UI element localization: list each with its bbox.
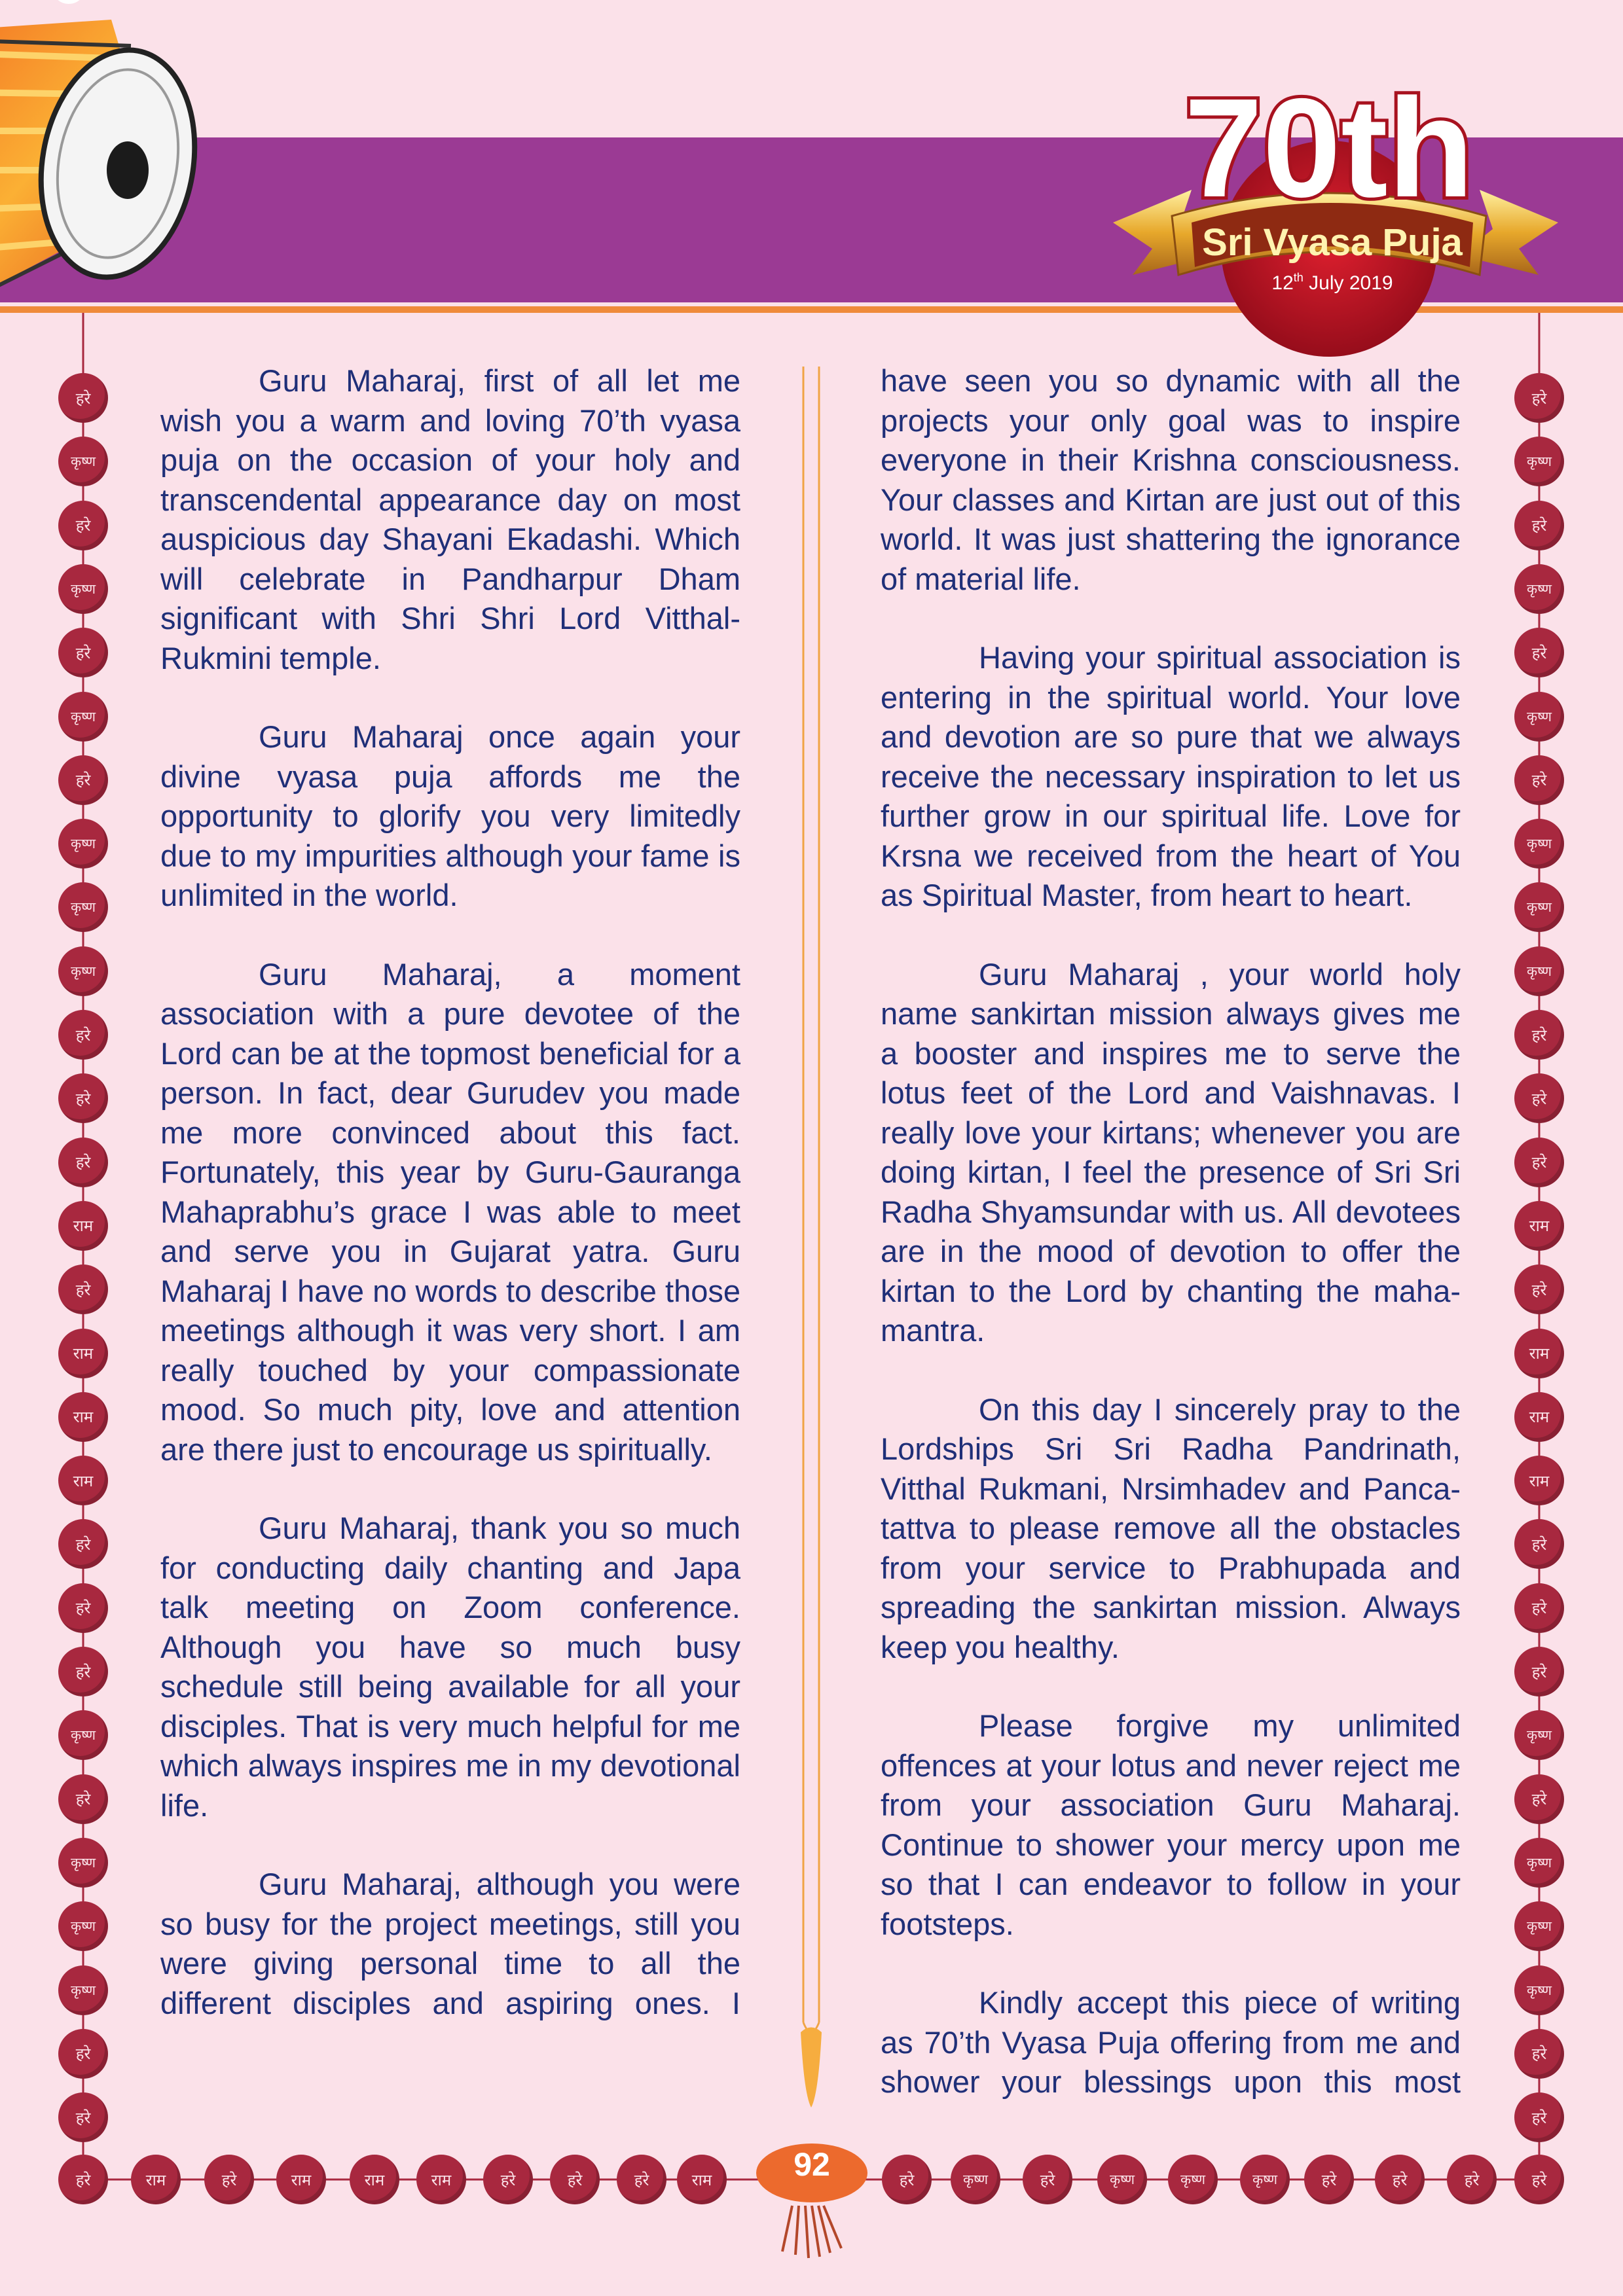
bead-label: राम — [1529, 1408, 1550, 1427]
bead-label: हरे — [75, 1280, 91, 1299]
bead-label: हरे — [221, 2170, 237, 2189]
bead-hare — [1514, 1010, 1564, 1060]
bead-label: हरे — [1531, 771, 1547, 790]
bead-krishna — [58, 1710, 108, 1760]
bead-hare — [882, 2155, 932, 2204]
bead-label: हरे — [75, 1790, 91, 1809]
bead-label: हरे — [1531, 1662, 1547, 1681]
bead-label: कृष्ण — [1109, 2172, 1135, 2187]
bead-label: हरे — [75, 1662, 91, 1681]
bead-hare — [58, 501, 108, 550]
paragraph: Having your spiritual association is entering in the spiritual world. Your love and devotion are so pure that we always receive the necessary inspiration to let us further grow in our spiritual life. Love for Krsna we received from the heart of You as Spiritual Master, from heart to heart. — [881, 640, 1461, 912]
bead-label: राम — [73, 1217, 94, 1236]
page-number: 92 — [793, 2146, 830, 2183]
paragraph: Please forgive my unlimited offences at your lotus and never reject me from your association Guru Maharaj. Continue to shower your mercy upon me so that I can endeavor to follow in your footsteps. — [881, 1708, 1461, 1941]
bead-label: हरे — [1531, 1089, 1547, 1108]
bead-label: हरे — [634, 2170, 649, 2189]
paragraph: Guru Maharaj, thank you so much for conducting daily chanting and Japa talk meeting on Zoom conference. Although you have so much busy schedule still being available for all your disciples. That is very much helpful for me which always inspires me in my devotional life. — [160, 1511, 740, 1823]
bead-label: हरे — [75, 2170, 91, 2189]
bead-label: हरे — [1321, 2170, 1337, 2189]
bead-hare — [58, 373, 108, 423]
bead-label: हरे — [75, 389, 91, 408]
bead-krishna — [1514, 692, 1564, 742]
bead-label: कृष्ण — [70, 1918, 96, 1935]
bead-rama — [131, 2155, 181, 2204]
bead-label: हरे — [75, 2108, 91, 2127]
bead-krishna — [1240, 2155, 1290, 2204]
bead-krishna — [58, 1838, 108, 1888]
bead-krishna — [1514, 819, 1564, 869]
paragraph: Guru Maharaj , your world holy name sankirtan mission always gives me a booster and inspires me to serve the lotus feet of the Lord and Vaishnavas. I really love your kirtans; whenever you are doing kirtan, I feel the presence of Sri Sri Radha Shyamsundar with us. All devotees are in the mood of devotion to offer the kirtan to the Lord by chanting the maha-mantra. — [881, 956, 1461, 1348]
bead-hare — [58, 1138, 108, 1187]
bead-krishna — [1514, 882, 1564, 932]
bead-label: कृष्ण — [1526, 963, 1552, 979]
bead-hare — [1514, 1138, 1564, 1187]
paragraph: Guru Maharaj once again your divine vyasa puja affords me the opportunity to glorify you very limitedly due to my impurities although your fame is unlimited in the world. — [160, 719, 740, 912]
bead-label: कृष्ण — [1252, 2172, 1278, 2187]
bead-label: कृष्ण — [1526, 581, 1552, 597]
bead-rama — [58, 1201, 108, 1251]
bead-hare — [58, 2092, 108, 2142]
bead-label: हरे — [1531, 1790, 1547, 1809]
bead-hare — [1514, 755, 1564, 805]
bead-hare — [58, 1647, 108, 1696]
bead-label: हरे — [1531, 1599, 1547, 1618]
bead-krishna — [951, 2155, 1000, 2204]
bead-hare — [1514, 2029, 1564, 2079]
bead-label: कृष्ण — [70, 454, 96, 470]
bead-label: कृष्ण — [70, 836, 96, 852]
bead-label: हरे — [500, 2170, 516, 2189]
bead-label: राम — [73, 1344, 94, 1363]
bead-label: कृष्ण — [1526, 1982, 1552, 1998]
bead-rama — [1514, 1392, 1564, 1442]
bead-hare — [1375, 2155, 1425, 2204]
bead-label: कृष्ण — [70, 1982, 96, 1998]
bead-hare — [58, 1519, 108, 1569]
bead-krishna — [58, 437, 108, 486]
bead-rama — [58, 1329, 108, 1378]
bead-krishna — [1097, 2155, 1147, 2204]
paragraph: Guru Maharaj, a moment association with a pure devotee of the Lord can be at the topmost beneficial for a person. In fact, dear Gurudev you made me more convinced about this fact. Fortunately, this year by Guru-Gauranga Mahaprabhu’s grace I was able to meet and serve you in Gujarat yatra. Guru Maharaj I have no words to describe those meetings although it was very short. I am really touched by your compassionate mood. So much pity, love and attention are there just to encourage us spiritually. — [160, 956, 740, 1467]
bead-rama — [677, 2155, 727, 2204]
bead-label: हरे — [75, 1153, 91, 1172]
bead-krishna — [1514, 564, 1564, 614]
bead-hare — [1023, 2155, 1072, 2204]
bead-label: हरे — [1531, 389, 1547, 408]
paragraph: have seen you so dynamic with all the projects your only goal was to inspire everyone in their Krishna consciousness. Your classes and Kirtan are just out of this world. It was just shattering the ignorance of material life. — [881, 363, 1461, 596]
bead-rama — [350, 2155, 399, 2204]
bead-label: राम — [431, 2170, 452, 2189]
badge-date: 12th July 2019 — [1271, 271, 1393, 294]
bead-rama — [276, 2155, 326, 2204]
bead-label: कृष्ण — [962, 2172, 989, 2187]
bead-hare — [1514, 2155, 1564, 2204]
bead-krishna — [58, 946, 108, 996]
bead-label: हरे — [1392, 2170, 1408, 2189]
bead-label: हरे — [75, 1599, 91, 1618]
bead-hare — [1514, 373, 1564, 423]
bead-label: हरे — [567, 2170, 583, 2189]
bead-hare — [58, 628, 108, 677]
bead-krishna — [1514, 1901, 1564, 1951]
bead-label: हरे — [1531, 643, 1547, 662]
bead-label: हरे — [75, 771, 91, 790]
bead-label: हरे — [1464, 2170, 1480, 2189]
bead-label: हरे — [1531, 2170, 1547, 2189]
bead-label: राम — [145, 2170, 166, 2189]
bead-krishna — [58, 819, 108, 869]
badge-number: 70th — [1184, 69, 1474, 226]
bead-krishna — [58, 564, 108, 614]
bead-hare — [1447, 2155, 1497, 2204]
bead-hare — [1514, 1583, 1564, 1633]
bead-krishna — [58, 1965, 108, 2015]
badge-title: Sri Vyasa Puja — [1202, 221, 1463, 264]
bead-label: राम — [1529, 1217, 1550, 1236]
bead-rama — [58, 1456, 108, 1505]
bead-rama — [1514, 1201, 1564, 1251]
paragraph: Guru Maharaj, first of all let me wish you a warm and loving 70’th vyasa puja on the occasion of your holy and transcendental appearance day on most auspicious day Shayani Ekadashi. Which will celebrate in Pandharpur Dham significant with Shri Shri Lord Vitthal-Rukmini temple. — [160, 363, 740, 675]
bead-krishna — [1514, 1965, 1564, 2015]
bead-label: हरे — [1531, 516, 1547, 535]
bead-label: कृष्ण — [70, 1854, 96, 1871]
bead-label: कृष्ण — [1526, 1854, 1552, 1871]
bead-hare — [204, 2155, 254, 2204]
bead-rama — [1514, 1456, 1564, 1505]
bead-label: राम — [691, 2170, 712, 2189]
bead-label: हरे — [1040, 2170, 1055, 2189]
bead-label: हरे — [1531, 2045, 1547, 2064]
bead-label: कृष्ण — [1526, 899, 1552, 916]
bead-hare — [58, 1010, 108, 1060]
bead-krishna — [58, 692, 108, 742]
bead-krishna — [1514, 437, 1564, 486]
bead-label: राम — [1529, 1344, 1550, 1363]
bead-krishna — [1514, 1710, 1564, 1760]
bead-label: हरे — [75, 1089, 91, 1108]
bead-hare — [58, 2155, 108, 2204]
bead-hare — [1304, 2155, 1354, 2204]
bead-label: हरे — [1531, 1026, 1547, 1045]
bead-label: कृष्ण — [70, 581, 96, 597]
bead-krishna — [1514, 946, 1564, 996]
bead-hare — [483, 2155, 533, 2204]
bead-label: कृष्ण — [1526, 836, 1552, 852]
bead-label: कृष्ण — [70, 899, 96, 916]
bead-label: कृष्ण — [1526, 1918, 1552, 1935]
bead-hare — [1514, 1519, 1564, 1569]
bead-hare — [58, 1583, 108, 1633]
bead-rama — [1514, 1329, 1564, 1378]
bead-label: हरे — [1531, 1535, 1547, 1554]
bead-label: कृष्ण — [1526, 454, 1552, 470]
bead-rama — [58, 1392, 108, 1442]
bead-label: कृष्ण — [70, 963, 96, 979]
bead-label: राम — [73, 1471, 94, 1490]
bead-rama — [416, 2155, 466, 2204]
bead-hare — [58, 1073, 108, 1123]
bead-label: राम — [73, 1408, 94, 1427]
bead-label: राम — [1529, 1471, 1550, 1490]
bead-label: राम — [291, 2170, 312, 2189]
bead-label: कृष्ण — [1180, 2172, 1206, 2187]
bead-label: हरे — [75, 2045, 91, 2064]
bead-krishna — [58, 1901, 108, 1951]
bead-krishna — [1168, 2155, 1218, 2204]
bead-hare — [58, 2029, 108, 2079]
bead-krishna — [58, 882, 108, 932]
bead-hare — [58, 755, 108, 805]
paragraph: Kindly accept this piece of writing as 70’th Vyasa Puja offering from me and shower your blessings upon this most — [881, 1985, 1461, 2099]
bead-hare — [617, 2155, 666, 2204]
bead-label: हरे — [75, 1535, 91, 1554]
bead-label: हरे — [1531, 1153, 1547, 1172]
paragraph: Guru Maharaj, although you were so busy for the project meetings, still you were giving personal time to all the different disciples and aspiring ones. I — [160, 1867, 740, 2020]
bead-hare — [1514, 628, 1564, 677]
bead-label: हरे — [1531, 1280, 1547, 1299]
bead-hare — [1514, 1647, 1564, 1696]
bead-hare — [550, 2155, 600, 2204]
bead-hare — [1514, 1265, 1564, 1314]
bead-label: कृष्ण — [1526, 708, 1552, 725]
bead-hare — [1514, 501, 1564, 550]
bead-hare — [1514, 1073, 1564, 1123]
bead-hare — [58, 1265, 108, 1314]
bead-label: हरे — [899, 2170, 915, 2189]
bead-label: कृष्ण — [70, 1727, 96, 1744]
bead-label: हरे — [75, 1026, 91, 1045]
bead-hare — [58, 1774, 108, 1824]
bead-hare — [1514, 1774, 1564, 1824]
bead-krishna — [1514, 1838, 1564, 1888]
bead-hare — [1514, 2092, 1564, 2142]
page-number-badge — [746, 2140, 877, 2206]
bead-label: हरे — [75, 643, 91, 662]
bead-label: राम — [364, 2170, 385, 2189]
paragraph: On this day I sincerely pray to the Lordships Sri Sri Radha Pandrinath, Vitthal Rukmani, Nrsimhadev and Panca-tattva to please remove all the obstacles from your service to Prabhupada and spreading the sankirtan mission. Always keep you healthy. — [881, 1391, 1461, 1664]
bead-label: कृष्ण — [70, 708, 96, 725]
bead-label: कृष्ण — [1526, 1727, 1552, 1744]
bead-label: हरे — [75, 516, 91, 535]
bead-label: हरे — [1531, 2108, 1547, 2127]
